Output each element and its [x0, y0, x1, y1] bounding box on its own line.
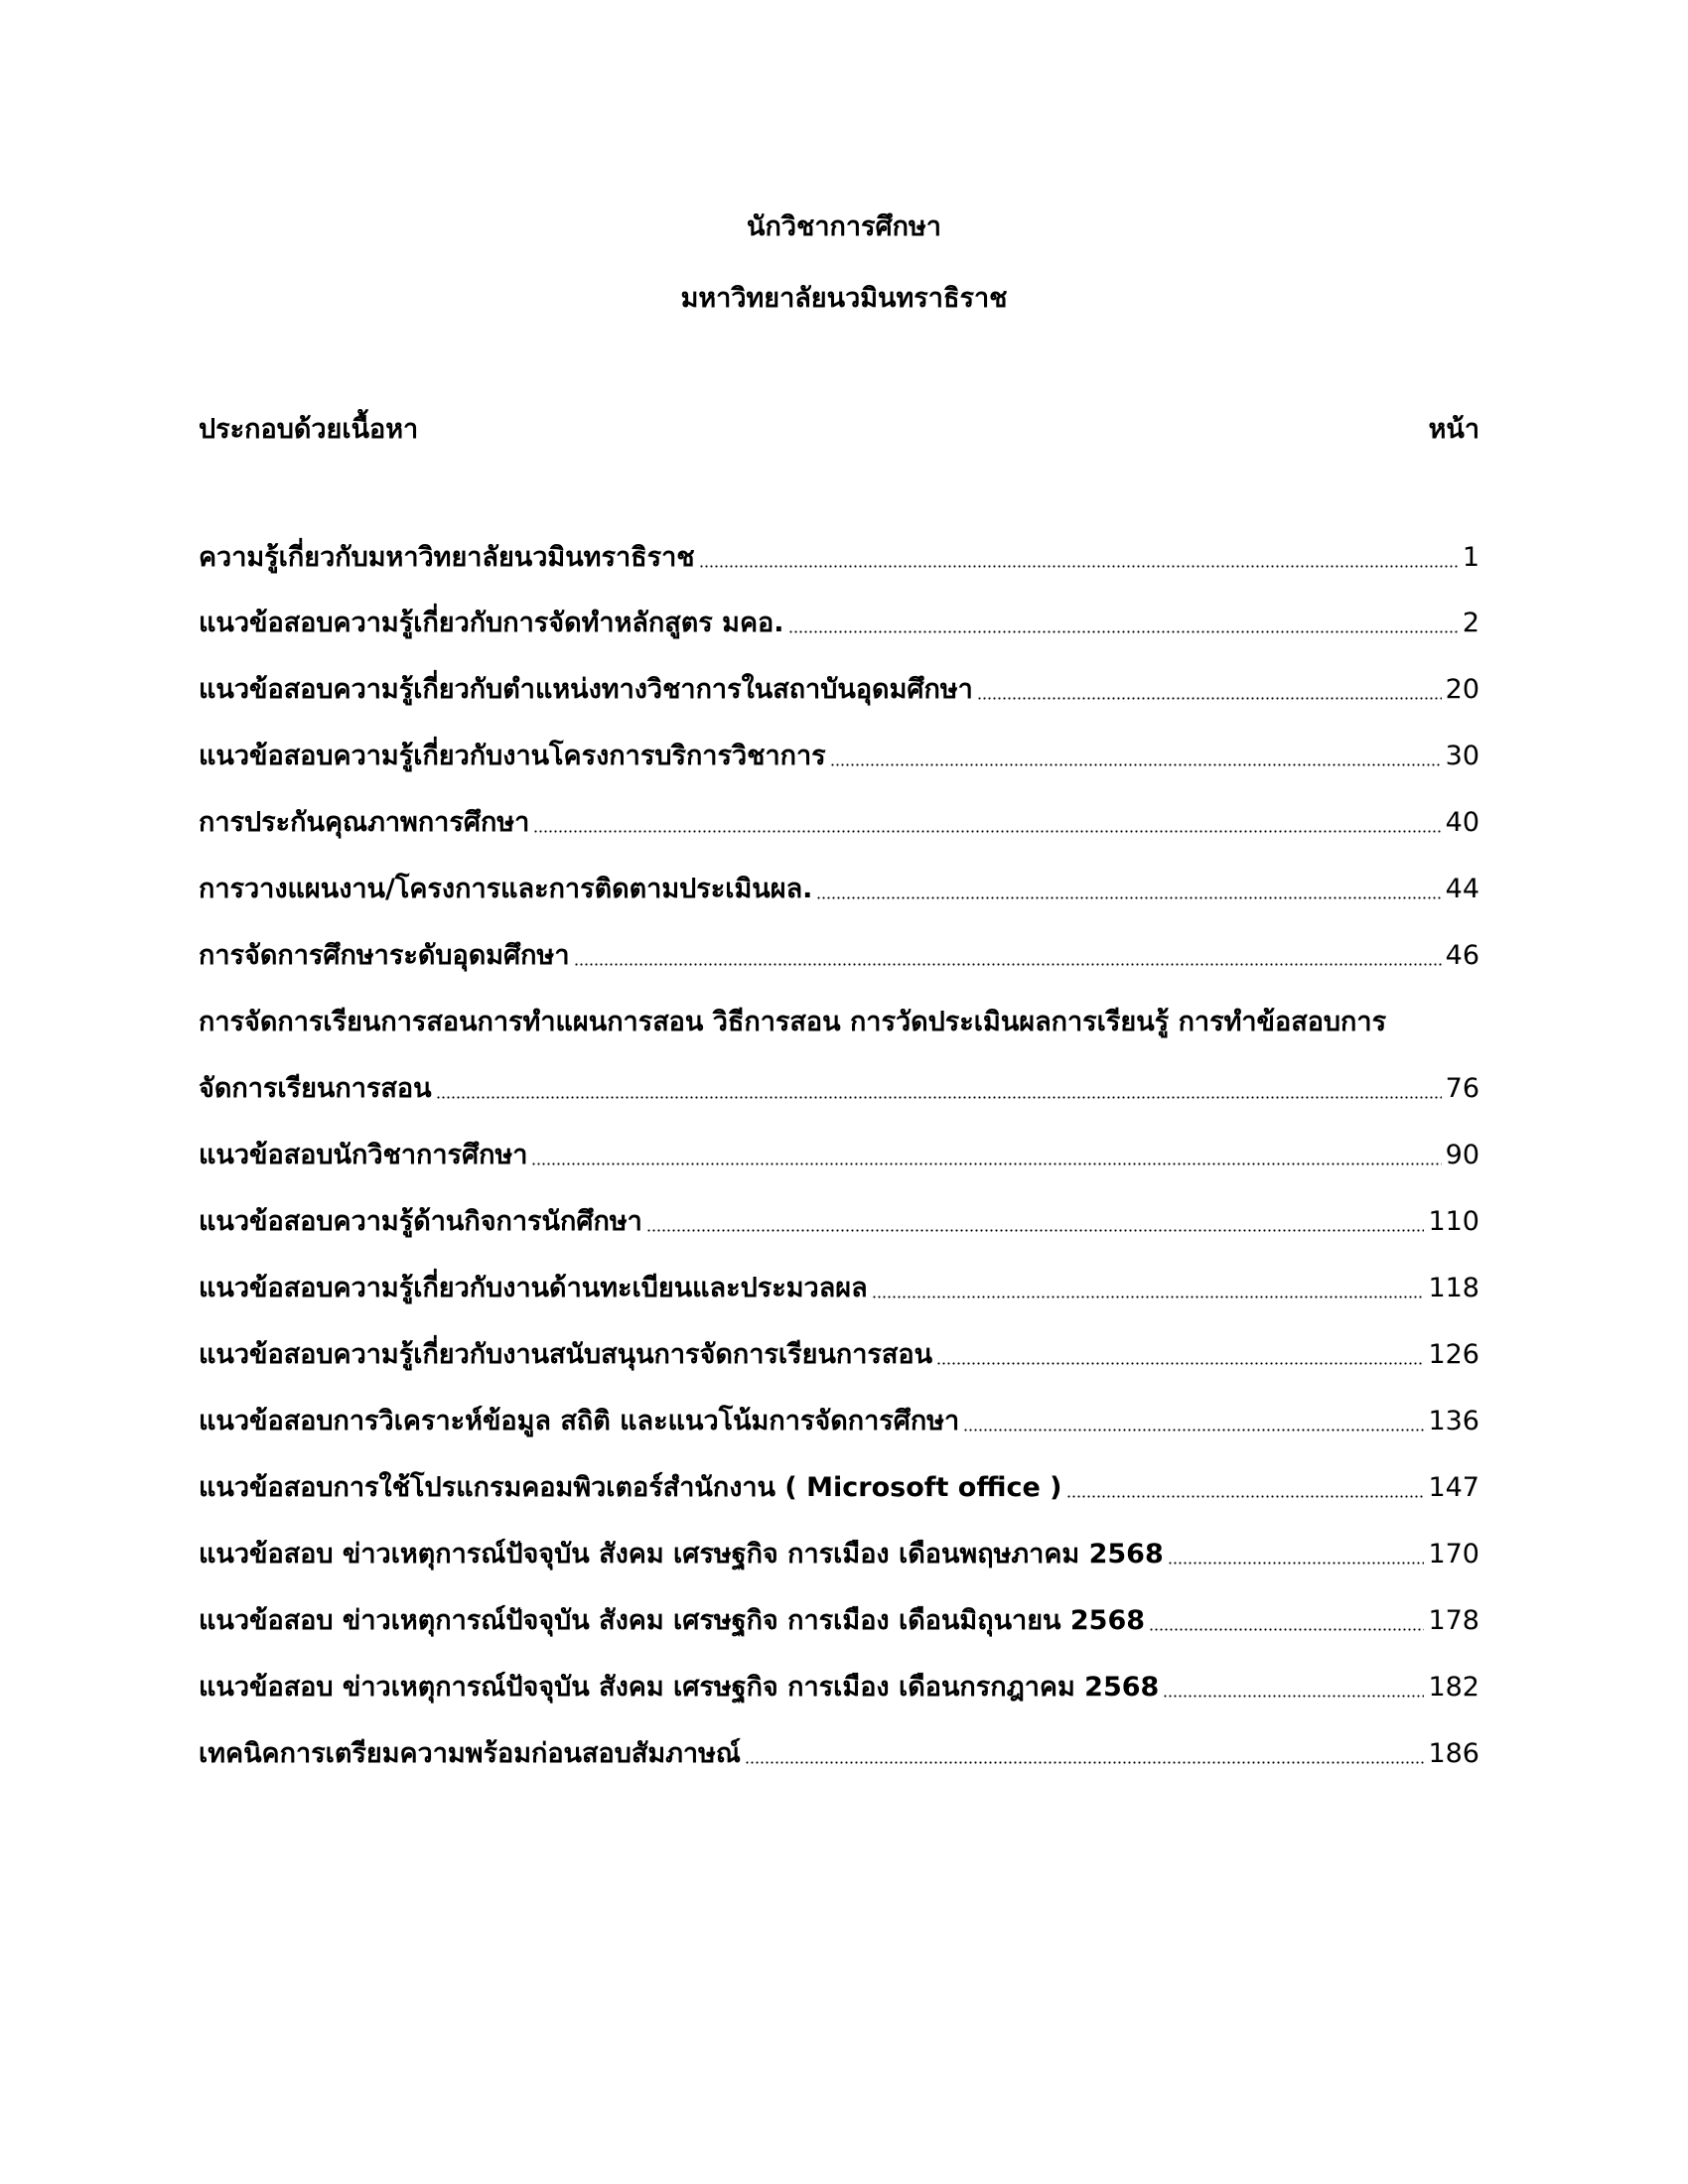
toc-entry-11 [199, 1267, 1479, 1310]
document-subtitle: มหาวิทยาลัยนวมินทราธิราช [680, 283, 1008, 314]
toc-entry-page: 44 [1445, 874, 1479, 904]
toc-entry-page: 170 [1428, 1539, 1479, 1570]
toc-entry-title: จัดการเรียนการสอน [199, 1073, 432, 1104]
toc-leader-dots [574, 963, 1442, 966]
toc-entry-18 [199, 1732, 1479, 1776]
toc-entry-16 [199, 1599, 1479, 1643]
toc-entry-page: 136 [1428, 1406, 1479, 1436]
toc-leader-dots [1163, 1695, 1424, 1698]
toc-entry-6 [199, 868, 1479, 911]
toc-entry-4 [199, 735, 1479, 778]
toc-entry-14 [199, 1466, 1479, 1510]
toc-entry-title: แนวข้อสอบ ข่าวเหตุการณ์ปัจจุบัน สังคม เศรษฐกิจ การเมือง เดือนมิถุนายน 2568 [199, 1605, 1146, 1636]
toc-entry-title: แนวข้อสอบ ข่าวเหตุการณ์ปัจจุบัน สังคม เศรษฐกิจ การเมือง เดือนกรกฎาคม 2568 [199, 1672, 1160, 1703]
toc-leader-dots [816, 896, 1441, 899]
toc-entry-page: 90 [1445, 1140, 1479, 1170]
toc-entry-8-line1: การจัดการเรียนการสอนการทำแผนการสอน วิธีการสอน การวัดประเมินผลการเรียนรู้ การทำข้อสอบการ [199, 1007, 1387, 1037]
toc-leader-dots [699, 565, 1459, 568]
toc-entry-page: 1 [1462, 542, 1479, 573]
toc-entry-page: 76 [1445, 1073, 1479, 1104]
document-title: นักวิชาการศึกษา [747, 211, 941, 242]
toc-entry-title: แนวข้อสอบความรู้ด้านกิจการนักศึกษา [199, 1206, 642, 1237]
toc-entry-page: 118 [1428, 1273, 1479, 1303]
toc-leader-dots [963, 1429, 1424, 1432]
toc-entry-13 [199, 1400, 1479, 1443]
toc-leader-dots [830, 763, 1442, 766]
toc-entry-3 [199, 668, 1479, 712]
toc-leader-dots [745, 1761, 1425, 1764]
toc-entry-page: 147 [1428, 1472, 1479, 1503]
toc-leader-dots [977, 697, 1442, 700]
toc-entry-title: แนวข้อสอบความรู้เกี่ยวกับตำแหน่งทางวิชาการในสถาบันอุดมศึกษา [199, 674, 973, 705]
toc-entry-title: แนวข้อสอบการวิเคราะห์ข้อมูล สถิติ และแนวโน้มการจัดการศึกษา [199, 1406, 960, 1436]
toc-entry-page: 2 [1462, 608, 1479, 638]
toc-entry-title: แนวข้อสอบนักวิชาการศึกษา [199, 1140, 528, 1170]
toc-entry-1 [199, 536, 1479, 580]
toc-leader-dots [646, 1229, 1425, 1232]
toc-entry-page: 20 [1445, 674, 1479, 705]
toc-entry-17 [199, 1666, 1479, 1709]
toc-entry-title: การประกันคุณภาพการศึกษา [199, 807, 530, 838]
toc-leader-dots [936, 1362, 1424, 1365]
toc-entry-title: แนวข้อสอบความรู้เกี่ยวกับการจัดทำหลักสูตร มคอ. [199, 608, 784, 638]
toc-leader-dots [1066, 1495, 1425, 1498]
toc-entry-10 [199, 1200, 1479, 1244]
toc-entry-8 [199, 1067, 1479, 1111]
toc-entry-9 [199, 1134, 1479, 1177]
toc-entry-title: แนวข้อสอบ ข่าวเหตุการณ์ปัจจุบัน สังคม เศรษฐกิจ การเมือง เดือนพฤษภาคม 2568 [199, 1539, 1164, 1570]
toc-leader-dots [1168, 1562, 1425, 1565]
toc-entry-12 [199, 1333, 1479, 1377]
toc-entry-page: 182 [1428, 1672, 1479, 1703]
toc-header-page: หน้า [1428, 414, 1479, 445]
toc-entry-5 [199, 801, 1479, 845]
toc-entry-page: 46 [1445, 940, 1479, 971]
toc-entry-page: 40 [1445, 807, 1479, 838]
toc-entry-title: การวางแผนงาน/โครงการและการติดตามประเมินผล. [199, 874, 813, 904]
toc-entry-page: 178 [1428, 1605, 1479, 1636]
toc-leader-dots [533, 830, 1441, 833]
toc-leader-dots [436, 1096, 1442, 1099]
toc-entry-title: แนวข้อสอบความรู้เกี่ยวกับงานโครงการบริการวิชาการ [199, 741, 826, 771]
toc-entry-title: เทคนิคการเตรียมความพร้อมก่อนสอบสัมภาษณ์ [199, 1738, 741, 1769]
toc-entry-title: การจัดการศึกษาระดับอุดมศึกษา [199, 940, 570, 971]
toc-entry-title: แนวข้อสอบความรู้เกี่ยวกับงานด้านทะเบียนและประมวลผล [199, 1273, 868, 1303]
toc-entry-2 [199, 602, 1479, 645]
toc-leader-dots [872, 1296, 1425, 1298]
toc-entry-title: ความรู้เกี่ยวกับมหาวิทยาลัยนวมินทราธิราช [199, 542, 695, 573]
toc-entry-page: 186 [1428, 1738, 1479, 1769]
toc-entry-15 [199, 1533, 1479, 1576]
toc-entry-page: 30 [1445, 741, 1479, 771]
toc-leader-dots [788, 630, 1459, 633]
toc-leader-dots [1149, 1628, 1424, 1631]
toc-entry-page: 110 [1428, 1206, 1479, 1237]
toc-entry-title: แนวข้อสอบการใช้โปรแกรมคอมพิวเตอร์สำนักงาน ( Microsoft office ) [199, 1472, 1062, 1503]
toc-entry-7 [199, 934, 1479, 978]
toc-entry-page: 126 [1428, 1339, 1479, 1370]
toc-entry-title: แนวข้อสอบความรู้เกี่ยวกับงานสนับสนุนการจัดการเรียนการสอน [199, 1339, 933, 1370]
toc-header-contents: ประกอบด้วยเนื้อหา [199, 414, 419, 445]
toc-leader-dots [531, 1162, 1441, 1165]
